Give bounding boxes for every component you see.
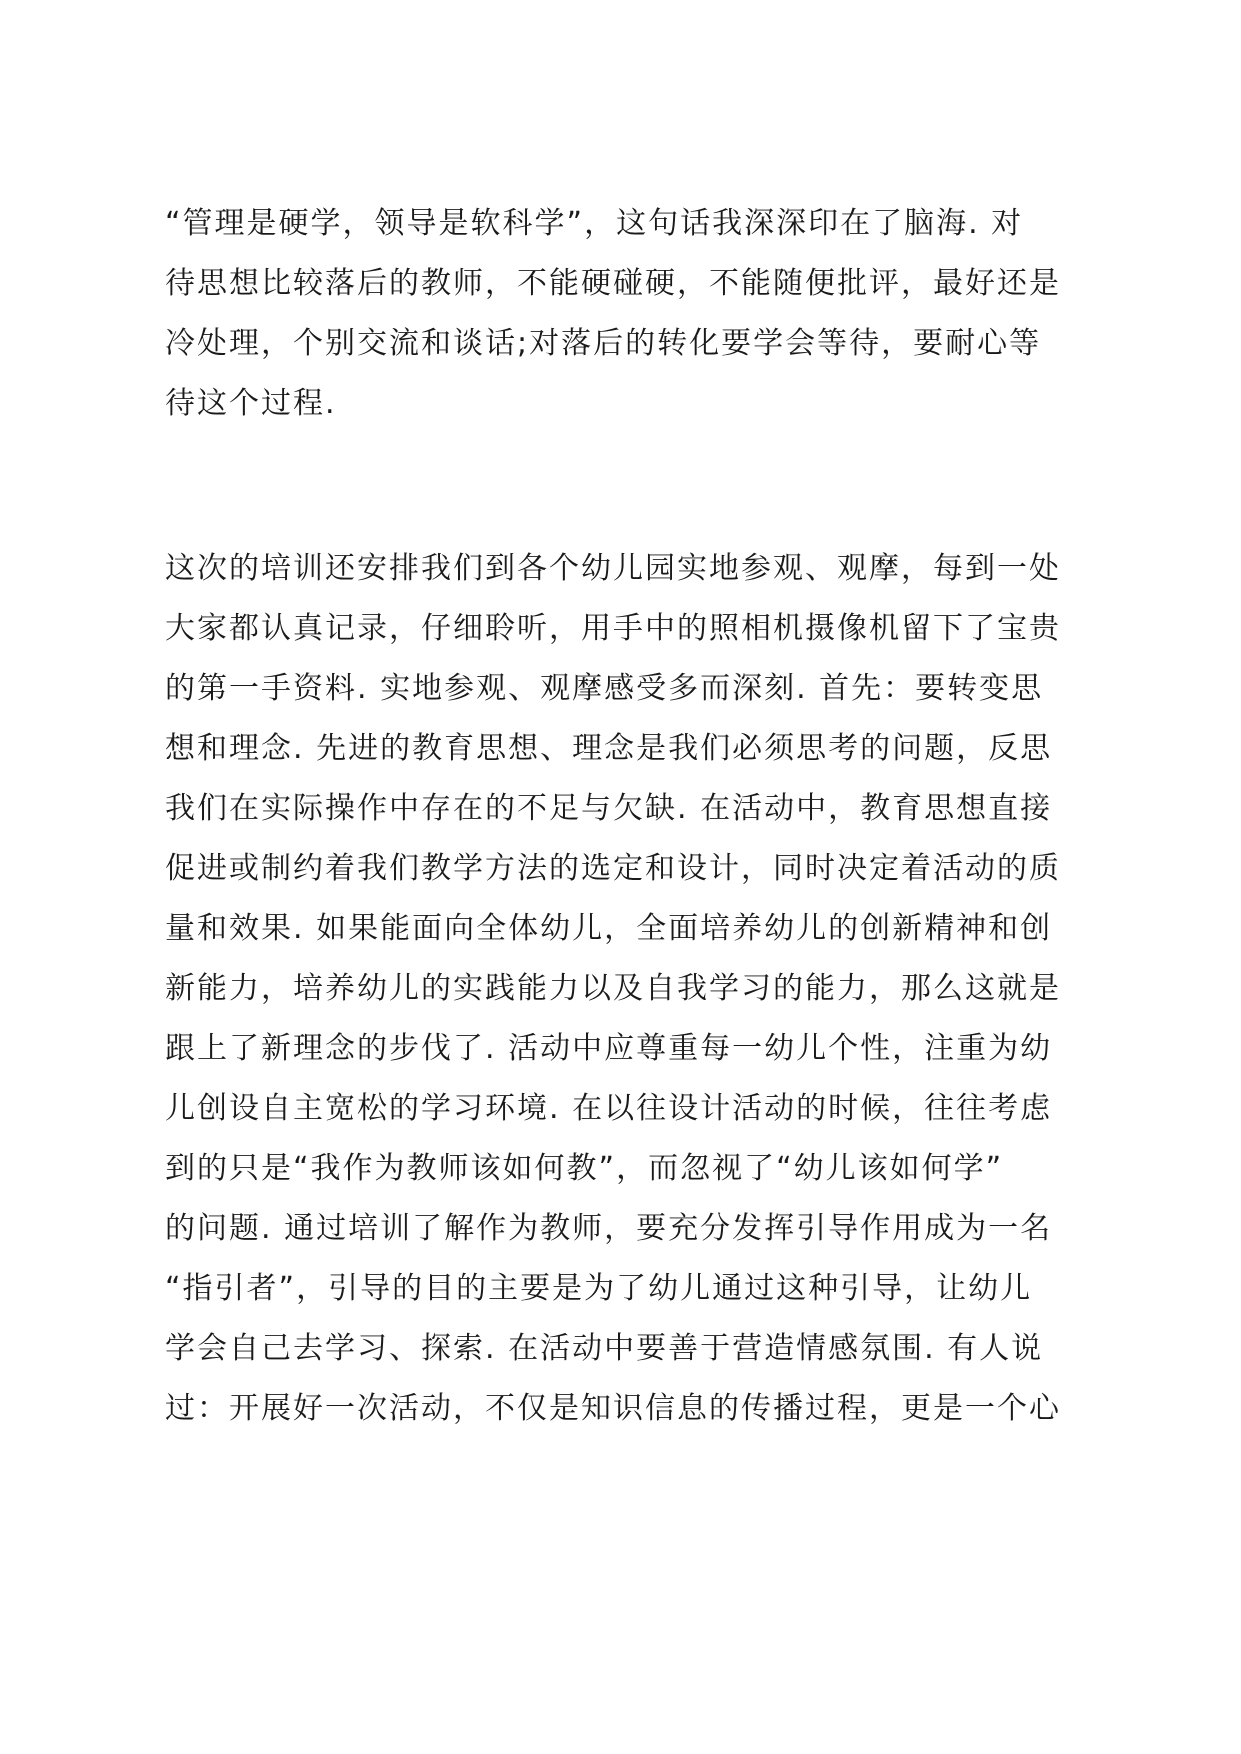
text-line: 想和理念. 先进的教育思想、理念是我们必须思考的问题，反思 xyxy=(165,731,1053,766)
text-line: 的第一手资料. 实地参观、观摩感受多而深刻. 首先：要转变思 xyxy=(165,671,1044,706)
text-line: 促进或制约着我们教学方法的选定和设计，同时决定着活动的质 xyxy=(165,851,1061,886)
text-line: 到的只是“我作为教师该如何教”，而忽视了“幼儿该如何学” xyxy=(165,1151,1004,1186)
text-line: 这次的培训还安排我们到各个幼儿园实地参观、观摩，每到一处 xyxy=(165,551,1061,586)
text-line: 待思想比较落后的教师，不能硬碰硬，不能随便批评，最好还是 xyxy=(165,266,1061,301)
text-line: 过：开展好一次活动，不仅是知识信息的传播过程，更是一个心 xyxy=(165,1391,1061,1426)
text-line: 新能力，培养幼儿的实践能力以及自我学习的能力，那么这就是 xyxy=(165,971,1061,1006)
text-line: 待这个过程. xyxy=(165,386,337,421)
text-line: 我们在实际操作中存在的不足与欠缺. 在活动中，教育思想直接 xyxy=(165,791,1053,826)
text-line: 冷处理，个别交流和谈话;对落后的转化要学会等待，要耐心等 xyxy=(165,326,1042,361)
text-line: 的问题. 通过培训了解作为教师，要充分发挥引导作用成为一名 xyxy=(165,1211,1053,1246)
text-line: “指引者”，引导的目的主要是为了幼儿通过这种引导，让幼儿 xyxy=(165,1271,1033,1306)
text-line: 跟上了新理念的步伐了. 活动中应尊重每一幼儿个性，注重为幼 xyxy=(165,1031,1053,1066)
text-line: 学会自己去学习、探索. 在活动中要善于营造情感氛围. 有人说 xyxy=(165,1331,1044,1366)
text-line: “管理是硬学，领导是软科学”，这句话我深深印在了脑海. 对 xyxy=(165,206,1024,241)
text-line: 量和效果. 如果能面向全体幼儿，全面培养幼儿的创新精神和创 xyxy=(165,911,1053,946)
text-line: 大家都认真记录，仔细聆听，用手中的照相机摄像机留下了宝贵 xyxy=(165,611,1061,646)
text-line: 儿创设自主宽松的学习环境. 在以往设计活动的时候，往往考虑 xyxy=(165,1091,1053,1126)
